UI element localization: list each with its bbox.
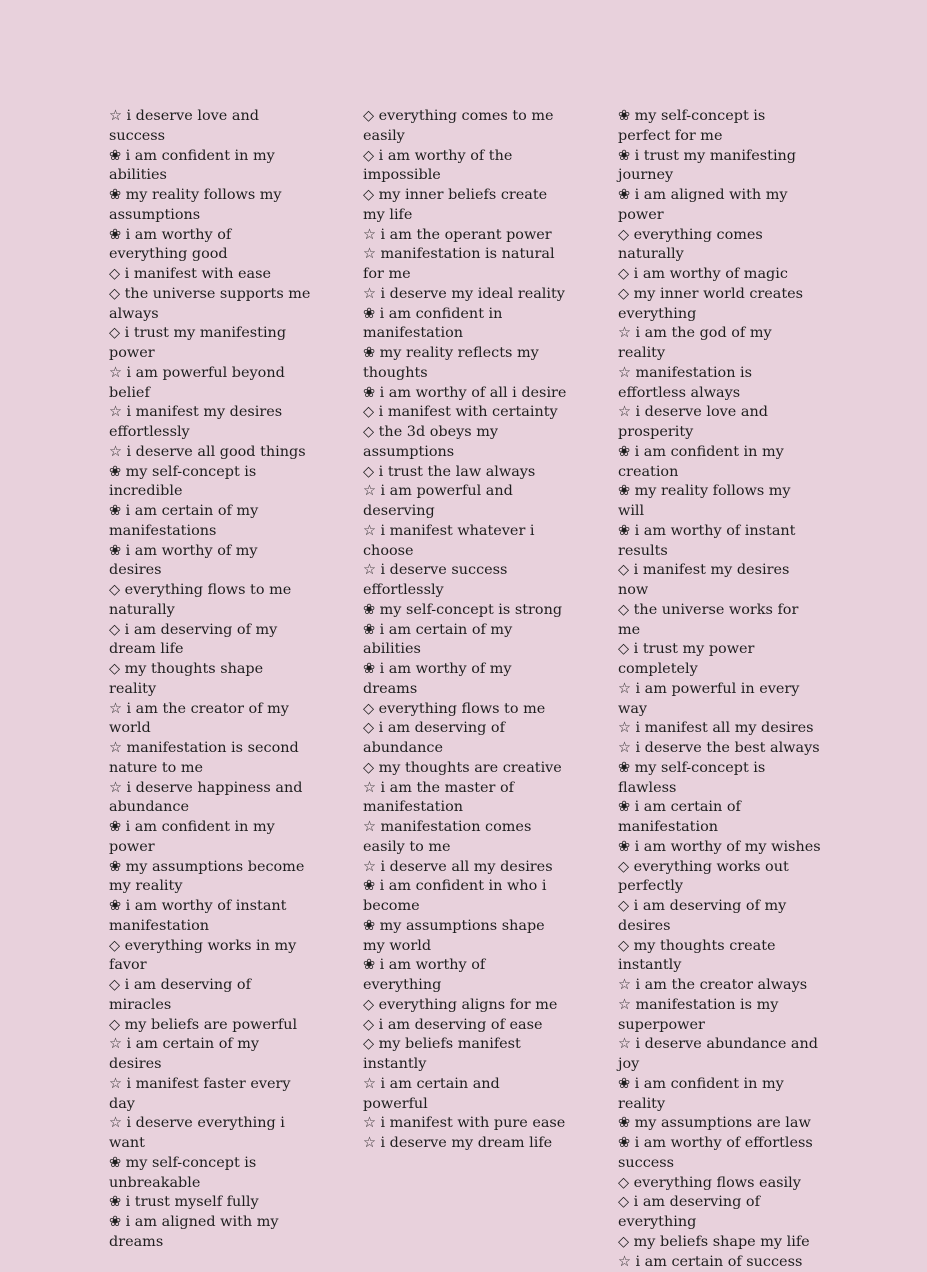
affirmation-item: ◇ i am deserving of everything <box>618 1193 821 1233</box>
affirmation-item: ❀ i am confident in who i become <box>363 877 568 917</box>
affirmation-item: ◇ i manifest my desires now <box>618 561 821 601</box>
affirmation-item: ❀ i am confident in my abilities <box>109 147 314 187</box>
affirmation-item: ◇ i am worthy of the impossible <box>363 147 568 187</box>
affirmation-item: ◇ i am deserving of ease <box>363 1016 568 1036</box>
affirmation-item: ☆ i deserve my dream life <box>363 1134 568 1154</box>
affirmation-item: ❀ i am worthy of all i desire <box>363 384 568 404</box>
affirmation-item: ◇ my beliefs are powerful <box>109 1016 314 1036</box>
affirmation-item: ☆ i am certain of my desires <box>109 1035 314 1075</box>
affirmation-item: ◇ everything flows to me naturally <box>109 581 314 621</box>
affirmation-item: ◇ i manifest with certainty <box>363 403 568 423</box>
affirmation-item: ◇ i am worthy of magic <box>618 265 821 285</box>
affirmation-item: ◇ the universe works for me <box>618 601 821 641</box>
affirmation-item: ❀ i am certain of my abilities <box>363 621 568 661</box>
affirmation-item: ☆ i am the master of manifestation <box>363 779 568 819</box>
affirmation-item: ❀ i am worthy of my desires <box>109 542 314 582</box>
affirmation-item: ❀ i am worthy of everything <box>363 956 568 996</box>
affirmation-item: ☆ i manifest my desires effortlessly <box>109 403 314 443</box>
affirmation-item: ❀ my assumptions are law <box>618 1114 821 1134</box>
affirmation-item: ☆ i am the creator always <box>618 976 821 996</box>
affirmation-item: ❀ my assumptions shape my world <box>363 917 568 957</box>
affirmation-item: ❀ i am worthy of effortless success <box>618 1134 821 1174</box>
affirmation-item: ☆ i am powerful in every way <box>618 680 821 720</box>
affirmation-item: ☆ i deserve success effortlessly <box>363 561 568 601</box>
affirmation-item: ☆ i deserve all good things <box>109 443 314 463</box>
affirmation-item: ☆ i am the creator of my world <box>109 700 314 740</box>
affirmation-item: ☆ i deserve love and prosperity <box>618 403 821 443</box>
affirmation-item: ❀ i am certain of my manifestations <box>109 502 314 542</box>
affirmation-item: ◇ my thoughts shape reality <box>109 660 314 700</box>
affirmation-item: ◇ i trust my power completely <box>618 640 821 680</box>
affirmation-item: ◇ i trust my manifesting power <box>109 324 314 364</box>
affirmation-item: ◇ i trust the law always <box>363 463 568 483</box>
affirmation-item: ☆ i manifest all my desires <box>618 719 821 739</box>
affirmation-item: ❀ i am worthy of everything good <box>109 226 314 266</box>
affirmation-item: ◇ the 3d obeys my assumptions <box>363 423 568 463</box>
affirmation-item: ❀ my self-concept is flawless <box>618 759 821 799</box>
affirmation-item: ◇ i manifest with ease <box>109 265 314 285</box>
affirmation-column-3 <box>618 107 821 1272</box>
affirmation-item: ◇ everything flows to me <box>363 700 568 720</box>
affirmation-item: ☆ i deserve everything i want <box>109 1114 314 1154</box>
affirmation-item: ☆ i deserve the best always <box>618 739 821 759</box>
affirmation-item: ❀ my self-concept is strong <box>363 601 568 621</box>
affirmation-item: ☆ manifestation is second nature to me <box>109 739 314 779</box>
affirmation-item: ☆ i am the operant power <box>363 226 568 246</box>
affirmation-column-1 <box>109 107 314 1253</box>
affirmation-item: ☆ manifestation is my superpower <box>618 996 821 1036</box>
affirmation-item: ❀ i am worthy of instant results <box>618 522 821 562</box>
affirmation-item: ◇ i am deserving of my dream life <box>109 621 314 661</box>
affirmation-item: ◇ my inner world creates everything <box>618 285 821 325</box>
affirmation-item: ❀ i trust my manifesting journey <box>618 147 821 187</box>
affirmation-item: ◇ everything aligns for me <box>363 996 568 1016</box>
affirmation-item: ☆ i manifest whatever i choose <box>363 522 568 562</box>
affirmation-item: ◇ i am deserving of my desires <box>618 897 821 937</box>
affirmation-item: ☆ i am powerful beyond belief <box>109 364 314 404</box>
affirmation-item: ☆ manifestation is effortless always <box>618 364 821 404</box>
affirmation-item: ◇ my beliefs manifest instantly <box>363 1035 568 1075</box>
affirmation-item: ☆ i am the god of my reality <box>618 324 821 364</box>
affirmation-item: ◇ my inner beliefs create my life <box>363 186 568 226</box>
affirmation-item: ◇ everything works in my favor <box>109 937 314 977</box>
affirmation-item: ❀ my reality follows my assumptions <box>109 186 314 226</box>
affirmation-item: ◇ my thoughts are creative <box>363 759 568 779</box>
affirmation-item: ❀ i am worthy of instant manifestation <box>109 897 314 937</box>
affirmation-item: ☆ i am certain of success <box>618 1253 821 1272</box>
affirmation-item: ❀ i am aligned with my dreams <box>109 1213 314 1253</box>
affirmation-item: ☆ i deserve happiness and abundance <box>109 779 314 819</box>
affirmation-item: ❀ i am confident in manifestation <box>363 305 568 345</box>
affirmation-item: ❀ i am worthy of my dreams <box>363 660 568 700</box>
affirmation-item: ☆ i manifest with pure ease <box>363 1114 568 1134</box>
affirmation-item: ◇ my thoughts create instantly <box>618 937 821 977</box>
affirmation-item: ❀ my self-concept is incredible <box>109 463 314 503</box>
affirmation-item: ☆ manifestation is natural for me <box>363 245 568 285</box>
affirmation-item: ❀ my assumptions become my reality <box>109 858 314 898</box>
affirmation-item: ◇ i am deserving of abundance <box>363 719 568 759</box>
affirmation-item: ◇ i am deserving of miracles <box>109 976 314 1016</box>
affirmation-item: ◇ everything comes to me easily <box>363 107 568 147</box>
affirmation-item: ◇ everything comes naturally <box>618 226 821 266</box>
affirmation-item: ❀ i am certain of manifestation <box>618 798 821 838</box>
affirmation-item: ❀ my reality reflects my thoughts <box>363 344 568 384</box>
affirmation-item: ☆ i am certain and powerful <box>363 1075 568 1115</box>
affirmation-item: ❀ i am confident in my power <box>109 818 314 858</box>
affirmation-item: ☆ i am powerful and deserving <box>363 482 568 522</box>
affirmation-item: ◇ the universe supports me always <box>109 285 314 325</box>
affirmation-item: ◇ my beliefs shape my life <box>618 1233 821 1253</box>
affirmation-item: ☆ i manifest faster every day <box>109 1075 314 1115</box>
affirmation-item: ◇ everything flows easily <box>618 1174 821 1194</box>
affirmation-item: ❀ i am confident in my creation <box>618 443 821 483</box>
affirmation-item: ❀ my self-concept is unbreakable <box>109 1154 314 1194</box>
affirmation-item: ❀ i am confident in my reality <box>618 1075 821 1115</box>
affirmation-item: ◇ everything works out perfectly <box>618 858 821 898</box>
affirmation-item: ❀ my self-concept is perfect for me <box>618 107 821 147</box>
affirmation-item: ❀ my reality follows my will <box>618 482 821 522</box>
affirmation-item: ❀ i trust myself fully <box>109 1193 314 1213</box>
affirmation-item: ☆ i deserve my ideal reality <box>363 285 568 305</box>
affirmation-item: ☆ manifestation comes easily to me <box>363 818 568 858</box>
affirmation-item: ☆ i deserve love and success <box>109 107 314 147</box>
affirmation-item: ☆ i deserve abundance and joy <box>618 1035 821 1075</box>
affirmation-item: ❀ i am worthy of my wishes <box>618 838 821 858</box>
affirmation-column-2 <box>363 107 568 1154</box>
affirmation-item: ☆ i deserve all my desires <box>363 858 568 878</box>
affirmation-item: ❀ i am aligned with my power <box>618 186 821 226</box>
